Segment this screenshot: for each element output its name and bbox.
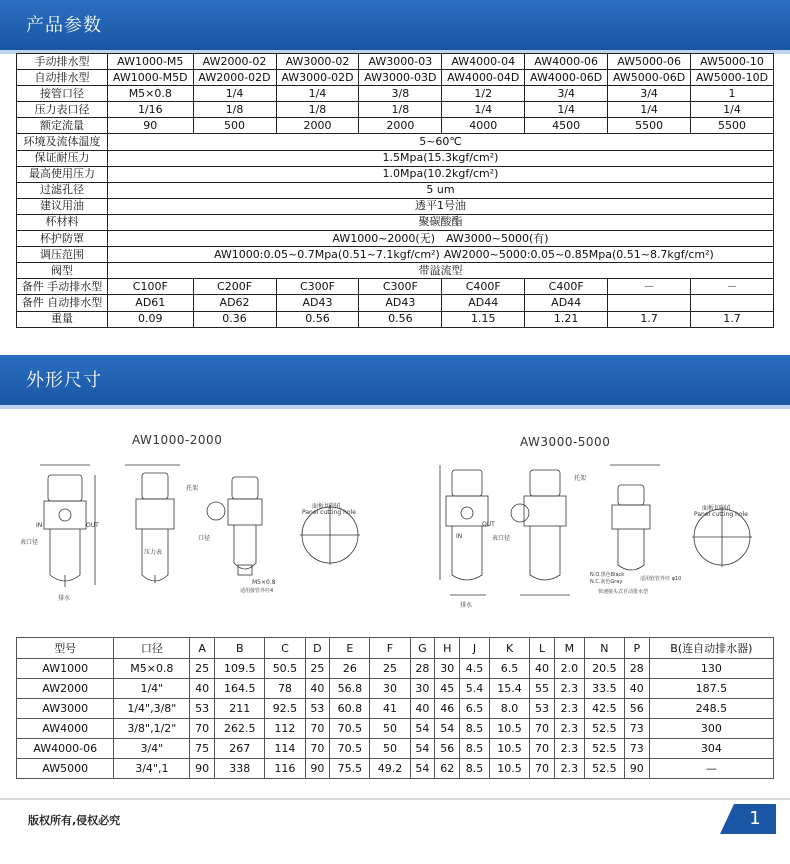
spec-row-spare-manual bbox=[17, 279, 774, 295]
dim-cell: 75.5 bbox=[330, 759, 370, 779]
dim-cell: 70 bbox=[530, 739, 555, 759]
right-unit-front-view bbox=[440, 465, 488, 595]
spec-row-label: 重量 bbox=[17, 311, 108, 327]
dim-cell: 211 bbox=[215, 699, 265, 719]
dim-cell: 2.3 bbox=[554, 739, 584, 759]
right-unit-auto-drain bbox=[610, 465, 660, 570]
spec-cell: AW3000-03D bbox=[359, 70, 442, 86]
spec-cell: 1/8 bbox=[359, 102, 442, 118]
label-gauge: 压力表 bbox=[144, 549, 163, 556]
dim-cell: 25 bbox=[370, 659, 410, 679]
dim-cell: 30 bbox=[370, 679, 410, 699]
dim-cell: 262.5 bbox=[215, 719, 265, 739]
spec-cell: 90 bbox=[108, 118, 194, 134]
spec-cell: AD62 bbox=[193, 295, 276, 311]
spec-row-auto bbox=[17, 70, 774, 86]
dim-cell: 1/4",3/8" bbox=[114, 699, 190, 719]
spec-cell: 1.15 bbox=[442, 311, 525, 327]
spec-cell bbox=[608, 295, 691, 311]
dim-cell: M5×0.8 bbox=[114, 659, 190, 679]
dim-cell: 54 bbox=[410, 739, 435, 759]
dim-header-cell: P bbox=[624, 638, 649, 659]
spec-cell: AW4000-06D bbox=[525, 70, 608, 86]
spec-cell: 0.56 bbox=[359, 311, 442, 327]
dim-cell: 248.5 bbox=[649, 699, 773, 719]
spec-cell: 0.56 bbox=[276, 311, 359, 327]
spec-cell: 聚碳酸酯 bbox=[108, 214, 774, 230]
dim-header-cell: E bbox=[330, 638, 370, 659]
table-row bbox=[17, 679, 774, 699]
dim-cell: 46 bbox=[435, 699, 460, 719]
dim-cell: 56 bbox=[435, 739, 460, 759]
spec-cell: 3/8 bbox=[359, 86, 442, 102]
spec-cell: 1 bbox=[691, 86, 774, 102]
dim-cell: 56.8 bbox=[330, 679, 370, 699]
spec-cell: AD43 bbox=[359, 295, 442, 311]
spec-row-filter bbox=[17, 182, 774, 198]
label-panel-cn-left: 面板切削孔 bbox=[312, 503, 343, 510]
spec-row-label: 手动排水型 bbox=[17, 54, 108, 70]
spec-cell: AD44 bbox=[525, 295, 608, 311]
dim-cell: 338 bbox=[215, 759, 265, 779]
dimension-table bbox=[16, 637, 774, 779]
spec-row-label: 环境及流体温度 bbox=[17, 134, 108, 150]
spec-cell: M5×0.8 bbox=[108, 86, 194, 102]
spec-cell: AD44 bbox=[442, 295, 525, 311]
dim-header-cell: F bbox=[370, 638, 410, 659]
dim-header-cell: D bbox=[305, 638, 330, 659]
dim-cell: AW1000 bbox=[17, 659, 114, 679]
label-m5: M5×0.8 bbox=[252, 579, 276, 586]
dim-cell: 2.3 bbox=[554, 699, 584, 719]
dim-cell: AW5000 bbox=[17, 759, 114, 779]
dim-cell: 30 bbox=[410, 679, 435, 699]
spec-row-valve bbox=[17, 263, 774, 279]
spec-cell: AW3000-02D bbox=[276, 70, 359, 86]
spec-cell: AW3000-02 bbox=[276, 54, 359, 70]
spec-cell: 1.5Mpa(15.3kgf/cm²) bbox=[108, 150, 774, 166]
dim-cell: 164.5 bbox=[215, 679, 265, 699]
dim-cell: 70.5 bbox=[330, 719, 370, 739]
dim-cell: 49.2 bbox=[370, 759, 410, 779]
footer bbox=[0, 798, 790, 838]
spec-row-label: 自动排水型 bbox=[17, 70, 108, 86]
spec-row-manual bbox=[17, 54, 774, 70]
dim-cell: — bbox=[649, 759, 773, 779]
label-panel-cn-right: 面板切削孔 bbox=[702, 505, 733, 512]
table-row bbox=[17, 719, 774, 739]
left-drawing-title: AW1000-2000 bbox=[132, 433, 223, 447]
dim-cell: 5.4 bbox=[460, 679, 490, 699]
spec-cell: C300F bbox=[359, 279, 442, 295]
spec-cell: AW3000-03 bbox=[359, 54, 442, 70]
spec-row-gauge bbox=[17, 102, 774, 118]
spec-cell: AW1000-M5 bbox=[108, 54, 194, 70]
dim-cell: 28 bbox=[410, 659, 435, 679]
spec-cell: 0.09 bbox=[108, 311, 194, 327]
dim-cell: 70 bbox=[530, 719, 555, 739]
spec-cell: 2000 bbox=[276, 118, 359, 134]
spec-row-maxp bbox=[17, 166, 774, 182]
label-quick: 快速接头式自动排水型 bbox=[598, 589, 649, 595]
spec-row-flow bbox=[17, 118, 774, 134]
dim-cell: 3/8",1/2" bbox=[114, 719, 190, 739]
dim-header-cell: C bbox=[265, 638, 305, 659]
spec-cell: 1.21 bbox=[525, 311, 608, 327]
dim-cell: 70 bbox=[305, 739, 330, 759]
spec-cell: C200F bbox=[193, 279, 276, 295]
dim-cell: 52.5 bbox=[584, 739, 624, 759]
dim-cell: AW4000 bbox=[17, 719, 114, 739]
dim-cell: 52.5 bbox=[584, 719, 624, 739]
dim-header-cell: H bbox=[435, 638, 460, 659]
drawing-svg bbox=[0, 425, 790, 625]
dim-cell: 62 bbox=[435, 759, 460, 779]
spec-cell: 3/4 bbox=[525, 86, 608, 102]
dim-cell: 70.5 bbox=[330, 739, 370, 759]
dim-cell: 112 bbox=[265, 719, 305, 739]
spec-cell: 1.7 bbox=[608, 311, 691, 327]
dim-cell: 45 bbox=[435, 679, 460, 699]
label-in-left: IN bbox=[36, 522, 43, 529]
spec-cell: 2000 bbox=[359, 118, 442, 134]
spec-row-label: 杯材料 bbox=[17, 214, 108, 230]
dim-cell: 56 bbox=[624, 699, 649, 719]
spec-cell: 0.36 bbox=[193, 311, 276, 327]
spec-cell: 1/2 bbox=[442, 86, 525, 102]
dim-cell: 187.5 bbox=[649, 679, 773, 699]
spec-cell: AW5000-10D bbox=[691, 70, 774, 86]
dim-cell: 6.5 bbox=[460, 699, 490, 719]
spec-row-label: 杯护防罩 bbox=[17, 231, 108, 247]
dim-header-cell: L bbox=[530, 638, 555, 659]
dim-cell: 60.8 bbox=[330, 699, 370, 719]
dim-cell: 90 bbox=[305, 759, 330, 779]
label-panel-en-left: Panel cutting hole bbox=[302, 509, 356, 516]
label-out-left: OUT bbox=[86, 522, 99, 529]
dim-cell: 90 bbox=[190, 759, 215, 779]
spec-cell: 5500 bbox=[691, 118, 774, 134]
spec-cell: AW5000-10 bbox=[691, 54, 774, 70]
dim-cell: 25 bbox=[305, 659, 330, 679]
dim-header-cell: N bbox=[584, 638, 624, 659]
dim-cell: 2.3 bbox=[554, 719, 584, 739]
spec-cell: C400F bbox=[442, 279, 525, 295]
spec-cell: － bbox=[608, 279, 691, 295]
spec-row-guard bbox=[17, 231, 774, 247]
dim-cell: 114 bbox=[265, 739, 305, 759]
dim-cell: 42.5 bbox=[584, 699, 624, 719]
label-panel-en-right: Panel cutting hole bbox=[694, 511, 748, 518]
label-out-right: OUT bbox=[482, 521, 495, 528]
spec-cell: C100F bbox=[108, 279, 194, 295]
label-drain-right: 排水 bbox=[460, 602, 473, 609]
section-title-params: 产品参数 bbox=[26, 15, 102, 36]
table-row bbox=[17, 739, 774, 759]
spec-row-label: 额定流量 bbox=[17, 118, 108, 134]
spec-row-port bbox=[17, 86, 774, 102]
spec-cell: AW4000-04D bbox=[442, 70, 525, 86]
spec-row-temp bbox=[17, 134, 774, 150]
spec-cell: 带溢流型 bbox=[108, 263, 774, 279]
dim-cell: 8.5 bbox=[460, 759, 490, 779]
right-drawing-title: AW3000-5000 bbox=[520, 435, 611, 449]
spec-cell: 1/8 bbox=[276, 102, 359, 118]
spec-cell: 5 um bbox=[108, 182, 774, 198]
dim-cell: 70 bbox=[530, 759, 555, 779]
dim-cell: 20.5 bbox=[584, 659, 624, 679]
dim-cell: 2.0 bbox=[554, 659, 584, 679]
left-unit-side-view bbox=[125, 465, 180, 583]
label-gauge-port-right: 表口径 bbox=[492, 535, 511, 542]
section-title-dimensions: 外形尺寸 bbox=[26, 370, 102, 391]
spec-cell: 4500 bbox=[525, 118, 608, 134]
dim-header-cell: B(连自动排水器) bbox=[649, 638, 773, 659]
spec-row-label: 过滤孔径 bbox=[17, 182, 108, 198]
label-gauge-port-left: 表口径 bbox=[20, 539, 39, 546]
dim-cell: 4.5 bbox=[460, 659, 490, 679]
dim-cell: 78 bbox=[265, 679, 305, 699]
spec-cell: 1.0Mpa(10.2kgf/cm²) bbox=[108, 166, 774, 182]
dim-cell: 40 bbox=[624, 679, 649, 699]
dim-cell: 50 bbox=[370, 739, 410, 759]
dim-cell: 10.5 bbox=[490, 759, 530, 779]
dim-cell: 75 bbox=[190, 739, 215, 759]
spec-row-range bbox=[17, 247, 774, 263]
dim-header-cell: K bbox=[490, 638, 530, 659]
spec-cell: AW5000-06D bbox=[608, 70, 691, 86]
dim-cell: 304 bbox=[649, 739, 773, 759]
spec-row-cup bbox=[17, 214, 774, 230]
dim-cell: 2.3 bbox=[554, 759, 584, 779]
dim-cell: 53 bbox=[305, 699, 330, 719]
dim-cell: 30 bbox=[435, 659, 460, 679]
section-banner-dimensions bbox=[0, 355, 790, 409]
dim-cell: 3/4",1 bbox=[114, 759, 190, 779]
spec-row-oil bbox=[17, 198, 774, 214]
spec-cell: AD61 bbox=[108, 295, 194, 311]
spec-cell: 1/8 bbox=[193, 102, 276, 118]
table-row bbox=[17, 759, 774, 779]
section-banner-params bbox=[0, 0, 790, 54]
spec-cell: 1/4 bbox=[193, 86, 276, 102]
spec-cell: 1/16 bbox=[108, 102, 194, 118]
dim-cell: 8.5 bbox=[460, 739, 490, 759]
dim-cell: 92.5 bbox=[265, 699, 305, 719]
copyright-text: 版权所有,侵权必究 bbox=[28, 814, 121, 827]
spec-cell: C400F bbox=[525, 279, 608, 295]
dim-cell: 33.5 bbox=[584, 679, 624, 699]
dim-cell: 73 bbox=[624, 719, 649, 739]
label-port: 口径 bbox=[198, 535, 211, 542]
label-auto-drain: 适用接管外径4 bbox=[240, 588, 274, 594]
spec-cell: 4000 bbox=[442, 118, 525, 134]
spec-cell: 1/4 bbox=[525, 102, 608, 118]
label-bracket-left: 托架 bbox=[186, 485, 199, 492]
dim-cell: 300 bbox=[649, 719, 773, 739]
spec-row-weight bbox=[17, 311, 774, 327]
dim-cell: 53 bbox=[530, 699, 555, 719]
label-fit: 适用软管外径 φ10 bbox=[640, 576, 682, 582]
dim-cell: AW4000-06 bbox=[17, 739, 114, 759]
spec-cell: AW1000~2000(无) AW3000~5000(有) bbox=[108, 231, 774, 247]
dim-cell: 53 bbox=[190, 699, 215, 719]
spec-cell bbox=[691, 295, 774, 311]
page-number: 1 bbox=[734, 804, 776, 834]
right-unit-side-view bbox=[511, 470, 570, 595]
spec-table bbox=[16, 53, 774, 328]
dim-header-cell: 口径 bbox=[114, 638, 190, 659]
dim-cell: 28 bbox=[624, 659, 649, 679]
spec-row-label: 压力表口径 bbox=[17, 102, 108, 118]
dim-cell: 52.5 bbox=[584, 759, 624, 779]
dim-cell: 116 bbox=[265, 759, 305, 779]
spec-cell: 1/4 bbox=[276, 86, 359, 102]
spec-cell: AD43 bbox=[276, 295, 359, 311]
dim-cell: 70 bbox=[190, 719, 215, 739]
dim-cell: 40 bbox=[190, 679, 215, 699]
spec-cell: 3/4 bbox=[608, 86, 691, 102]
dim-cell: 90 bbox=[624, 759, 649, 779]
spec-row-proof bbox=[17, 150, 774, 166]
table-row bbox=[17, 659, 774, 679]
dim-header-cell: M bbox=[554, 638, 584, 659]
dim-cell: 55 bbox=[530, 679, 555, 699]
dim-cell: 8.5 bbox=[460, 719, 490, 739]
spec-row-label: 阀型 bbox=[17, 263, 108, 279]
label-drain-left: 排水 bbox=[58, 595, 71, 602]
dim-cell: 15.4 bbox=[490, 679, 530, 699]
spec-cell: AW2000~5000:0.05~0.85Mpa(0.51~8.7kgf/cm²) bbox=[442, 247, 774, 263]
spec-cell: AW5000-06 bbox=[608, 54, 691, 70]
dim-cell: 6.5 bbox=[490, 659, 530, 679]
dim-cell: 70 bbox=[305, 719, 330, 739]
spec-row-label: 保证耐压力 bbox=[17, 150, 108, 166]
spec-row-label: 调压范围 bbox=[17, 247, 108, 263]
dim-cell: AW3000 bbox=[17, 699, 114, 719]
spec-row-label: 备件 自动排水型 bbox=[17, 295, 108, 311]
dim-cell: 54 bbox=[435, 719, 460, 739]
dim-cell: 130 bbox=[649, 659, 773, 679]
spec-cell: 5~60℃ bbox=[108, 134, 774, 150]
dim-cell: 8.0 bbox=[490, 699, 530, 719]
spec-cell: AW2000-02 bbox=[193, 54, 276, 70]
label-nc-gray: N.C.灰色Gray bbox=[590, 579, 623, 585]
dim-cell: AW2000 bbox=[17, 679, 114, 699]
spec-cell: 5500 bbox=[608, 118, 691, 134]
dim-cell: 73 bbox=[624, 739, 649, 759]
spec-cell: AW2000-02D bbox=[193, 70, 276, 86]
label-nc-black: N.O.黑色Black bbox=[590, 572, 625, 578]
dim-cell: 41 bbox=[370, 699, 410, 719]
spec-row-label: 备件 手动排水型 bbox=[17, 279, 108, 295]
dim-cell: 10.5 bbox=[490, 739, 530, 759]
spec-row-label: 接管口径 bbox=[17, 86, 108, 102]
dim-cell: 25 bbox=[190, 659, 215, 679]
spec-cell: AW4000-04 bbox=[442, 54, 525, 70]
dim-header-cell: B bbox=[215, 638, 265, 659]
dim-cell: 40 bbox=[410, 699, 435, 719]
left-unit-gauge-view bbox=[207, 477, 262, 575]
dim-cell: 54 bbox=[410, 759, 435, 779]
dim-cell: 26 bbox=[330, 659, 370, 679]
dim-cell: 40 bbox=[530, 659, 555, 679]
dim-header-cell: 型号 bbox=[17, 638, 114, 659]
dim-cell: 50.5 bbox=[265, 659, 305, 679]
spec-cell: 500 bbox=[193, 118, 276, 134]
dim-cell: 40 bbox=[305, 679, 330, 699]
page-number-tab-corner bbox=[720, 804, 734, 834]
dim-cell: 267 bbox=[215, 739, 265, 759]
dim-header-cell: G bbox=[410, 638, 435, 659]
dim-cell: 54 bbox=[410, 719, 435, 739]
spec-cell: － bbox=[691, 279, 774, 295]
dim-header-cell: A bbox=[190, 638, 215, 659]
dimension-drawings bbox=[0, 425, 790, 625]
spec-cell: 1/4 bbox=[691, 102, 774, 118]
spec-cell: 1/4 bbox=[608, 102, 691, 118]
dim-cell: 2.3 bbox=[554, 679, 584, 699]
dim-cell: 50 bbox=[370, 719, 410, 739]
spec-cell: 透平1号油 bbox=[108, 198, 774, 214]
spec-row-spare-auto bbox=[17, 295, 774, 311]
table-row bbox=[17, 699, 774, 719]
dim-header-row bbox=[17, 638, 774, 659]
dim-cell: 109.5 bbox=[215, 659, 265, 679]
spec-row-label: 最高使用压力 bbox=[17, 166, 108, 182]
dim-cell: 10.5 bbox=[490, 719, 530, 739]
spec-row-label: 建议用油 bbox=[17, 198, 108, 214]
spec-cell: AW4000-06 bbox=[525, 54, 608, 70]
label-bracket-right: 托架 bbox=[574, 475, 587, 482]
spec-cell: 1.7 bbox=[691, 311, 774, 327]
spec-cell: 1/4 bbox=[442, 102, 525, 118]
spec-cell: AW1000-M5D bbox=[108, 70, 194, 86]
dim-cell: 3/4" bbox=[114, 739, 190, 759]
dim-cell: 1/4" bbox=[114, 679, 190, 699]
spec-cell: AW1000:0.05~0.7Mpa(0.51~7.1kgf/cm²) bbox=[108, 247, 442, 263]
spec-cell: C300F bbox=[276, 279, 359, 295]
dim-header-cell: J bbox=[460, 638, 490, 659]
label-in-right: IN bbox=[456, 533, 463, 540]
